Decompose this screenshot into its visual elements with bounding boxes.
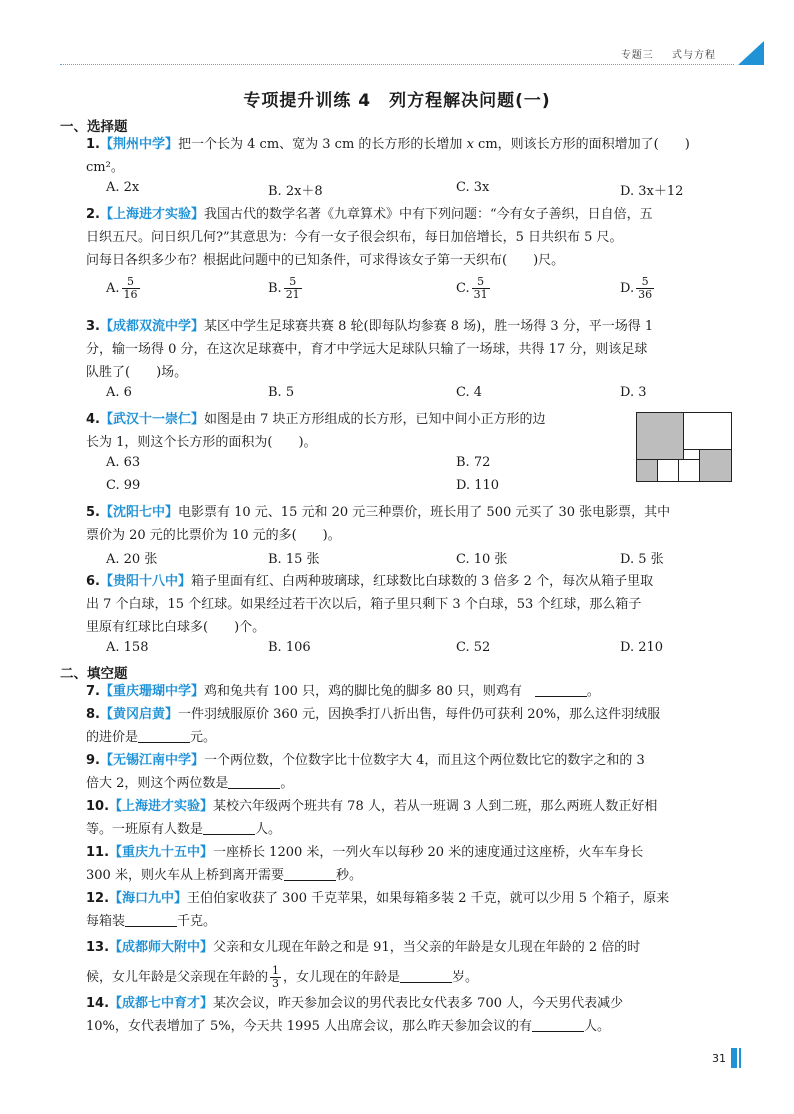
small-center-square [684,450,700,460]
fraction [284,276,302,301]
option-label: B. [268,281,282,296]
question-text: 票价为 20 元的比票价为 10 元的多( )。 [86,528,341,543]
question-text: 箱子里面有红、白两种玻璃球，红球数比白球数的 3 倍多 2 个，每次从箱子里取 [191,574,654,589]
section-heading-fill: 二、填空题 [60,666,128,682]
question-source: 【沈阳七中】 [99,505,178,520]
page-marker-bar [731,1048,737,1068]
option-c[interactable]: C. 10 张 [456,552,508,567]
question-unit: cm²。 [86,160,124,175]
answer-blank[interactable] [532,1017,584,1032]
option-a[interactable] [106,276,142,301]
fraction-numerator: 5 [284,276,302,289]
question-number: 9. [86,753,100,768]
question-number: 3. [86,319,100,334]
question-source: 【上海进才实验】 [99,207,204,222]
question-source: 【成都师大附中】 [109,940,214,955]
question-number: 11. [86,845,110,860]
question-text: 一座桥长 1200 米，一列火车以每秒 20 米的速度通过这座桥，火车车身长 [213,845,644,860]
question-text: 日织五尺。问日织几何?”其意思为：今有一女子很会织布，每日加倍增长，5 日共织布 5 尺。 [86,230,623,245]
large-square [637,413,684,460]
option-d[interactable]: D. 3 [620,385,647,400]
fraction-denominator: 21 [285,288,300,301]
option-c[interactable]: C. 99 [106,478,141,493]
question-text: 王伯伯家收获了 300 千克苹果，如果每箱多装 2 千克，就可以少用 5 个箱子，原来 [187,891,670,906]
fraction-denominator: 3 [272,977,280,990]
question-14 [86,992,746,1038]
bottom-square-2 [658,460,679,482]
question-text: 某区中学生足球赛共赛 8 轮(即每队均参赛 8 场)，胜一场得 3 分，平一场得 1 [204,319,654,334]
question-6 [86,570,746,639]
question-12 [86,887,746,933]
question-text: 某次会议，昨天参加会议的男代表比女代表多 700 人，今天男代表减少 [213,996,624,1011]
option-label: D. [620,281,635,296]
question-text: 。 [280,776,294,791]
question-source: 【无锡江南中学】 [99,753,204,768]
option-d[interactable]: D. 3x＋12 [620,184,684,199]
question-number: 7. [86,684,100,699]
question-text: 我国古代的数学名著《九章算术》中有下列问题：“今有女子善织，日自倍，五 [204,207,653,222]
question-number: 12. [86,891,110,906]
option-d[interactable]: D. 110 [456,478,500,493]
bottom-left-square [637,460,658,482]
option-c[interactable]: C. 52 [456,640,491,655]
option-b[interactable]: B. 2x＋8 [268,184,323,199]
fraction-denominator: 16 [123,288,138,301]
option-c[interactable]: C. 3x [456,180,490,195]
question-number: 1. [86,137,100,152]
option-b[interactable] [268,276,304,301]
question-text: 人。 [584,1019,611,1034]
question-text: 把一个长为 4 cm、宽为 3 cm 的长方形的长增加 [178,137,467,152]
question-source: 【武汉十一崇仁】 [99,412,204,427]
fraction [122,276,140,301]
fraction [270,965,281,990]
question-text: 分，输一场得 0 分，在这次足球赛中，育才中学远大足球队只输了一场球，共得 17 分，则该足球 [86,342,648,357]
question-text: cm，则该长方形的面积增加了( ) [473,137,690,152]
question-text: 300 米，则火车从上桥到离开需要 [86,868,284,883]
question-text: 千克。 [177,914,217,929]
option-label: A. [106,281,120,296]
question-text: 里原有红球比白球多( )个。 [86,620,266,635]
question-number: 6. [86,574,100,589]
question-text: 电影票有 10 元、15 元和 20 元三种票价，班长用了 500 元买了 30 张电影票，其中 [178,505,671,520]
header-triangle-decoration [738,41,764,65]
chapter-number: 专题三 [620,50,654,61]
question-source: 【成都双流中学】 [99,319,204,334]
fraction-denominator: 36 [638,288,653,301]
answer-blank[interactable] [284,866,336,881]
top-right-square [684,413,732,450]
question-text: 10%，女代表增加了 5%，今天共 1995 人出席会议，那么昨天参加会议的有 [86,1019,532,1034]
option-b[interactable]: B. 106 [268,640,311,655]
option-c[interactable] [456,276,492,301]
bottom-square-3 [679,460,700,482]
chapter-tag [607,46,716,61]
question-text: 秒。 [335,868,362,883]
fraction [472,276,490,301]
question-number: 4. [86,412,100,427]
fraction-denominator: 31 [473,288,488,301]
question-text: 父亲和女儿现在年龄之和是 91，当父亲的年龄是女儿现在年龄的 2 倍的时 [213,940,641,955]
question-2 [86,203,746,272]
page-marker-bar-thin [739,1048,741,1068]
page-number: 31 [712,1052,726,1065]
question-source: 【海口九中】 [109,891,188,906]
question-3 [86,315,746,384]
question-text: 某校六年级两个班共有 78 人，若从一班调 3 人到二班，那么两班人数正好相 [213,799,658,814]
question-8 [86,703,746,749]
question-source: 【贵阳十八中】 [99,574,191,589]
question-source: 【重庆珊瑚中学】 [99,684,204,699]
question-number: 13. [86,940,110,955]
question-9 [86,749,746,795]
question-text: 鸡和兔共有 100 只，鸡的脚比兔的脚多 80 只，则鸡有 [204,684,522,699]
option-b[interactable]: B. 72 [456,455,491,470]
question-text: 队胜了( )场。 [86,365,188,380]
question-number: 2. [86,207,100,222]
answer-blank[interactable] [535,682,587,697]
answer-blank[interactable] [203,820,255,835]
question-text: 倍大 2，则这个两位数是 [86,776,229,791]
question-number: 8. [86,707,100,722]
option-b[interactable]: B. 5 [268,385,295,400]
page-header [60,36,764,66]
question-text: ，女儿现在的年龄是 [283,970,401,985]
option-label: C. [456,281,470,296]
chapter-title: 式与方程 [672,50,716,61]
question-text: 问每日各织多少布？根据此问题中的已知条件，可求得该女子第一天织布( )尺。 [86,253,565,268]
option-d[interactable]: D. 210 [620,640,664,655]
fraction-numerator: 1 [272,964,280,977]
question-2-options [106,276,746,302]
option-a[interactable]: A. 20 张 [106,552,158,567]
question-7 [86,680,746,703]
header-divider [60,64,734,65]
question-text: 出 7 个白球，15 个红球。如果经过若干次以后，箱子里只剩下 3 个白球，53 个红球，那么箱子 [86,597,642,612]
option-a[interactable]: A. 63 [106,455,141,470]
option-b[interactable]: B. 15 张 [268,552,320,567]
option-c[interactable]: C. 4 [456,385,483,400]
option-d[interactable] [620,276,656,301]
question-text: 如图是由 7 块正方形组成的长方形，已知中间小正方形的边 [204,412,546,427]
fraction-numerator: 5 [636,276,654,289]
answer-blank[interactable] [125,912,177,927]
question-text: 每箱装 [86,914,126,929]
answer-blank[interactable] [138,728,190,743]
question-text: 长为 1，则这个长方形的面积为( )。 [86,435,317,450]
question-number: 5. [86,505,100,520]
variable: x [466,137,474,152]
question-text: 的进价是 [86,730,139,745]
question-text: 等。一班原有人数是 [86,822,204,837]
answer-blank[interactable] [400,968,452,983]
page-title: 专项提升训练 4 列方程解决问题(一) [243,91,551,111]
option-d[interactable]: D. 5 张 [620,552,664,567]
option-a[interactable]: A. 6 [106,385,132,400]
question-number: 14. [86,996,110,1011]
question-text: 人。 [255,822,282,837]
question-text: 岁。 [452,970,479,985]
bottom-right-square [700,450,732,482]
question-text: 。 [586,684,600,699]
question-5 [86,501,746,547]
option-a[interactable]: A. 158 [106,640,149,655]
question-text: 元。 [190,730,217,745]
squares-rectangle-figure [636,412,732,482]
question-source: 【成都七中育才】 [109,996,214,1011]
question-4 [86,408,626,454]
question-source: 【荆州中学】 [99,137,178,152]
answer-blank[interactable] [228,774,280,789]
question-10 [86,795,746,841]
question-text: 一个两位数，个位数字比十位数字大 4，而且这个两位数比它的数字之和的 3 [204,753,645,768]
question-11 [86,841,746,887]
question-13 [86,933,746,993]
question-number: 10. [86,799,110,814]
fraction-numerator: 5 [472,276,490,289]
question-source: 【重庆九十五中】 [109,845,214,860]
question-text: 一件羽绒服原价 360 元，因换季打八折出售，每件仍可获利 20%，那么这件羽绒服 [178,707,661,722]
question-source: 【上海进才实验】 [109,799,214,814]
question-6-options [106,640,746,666]
question-1 [86,133,746,179]
section-heading-choice: 一、选择题 [60,119,128,135]
fraction-numerator: 5 [122,276,140,289]
option-a[interactable]: A. 2x [106,180,140,195]
question-source: 【黄冈启黄】 [99,707,178,722]
fraction [636,276,654,301]
question-text: 候，女儿年龄是父亲现在年龄的 [86,970,269,985]
